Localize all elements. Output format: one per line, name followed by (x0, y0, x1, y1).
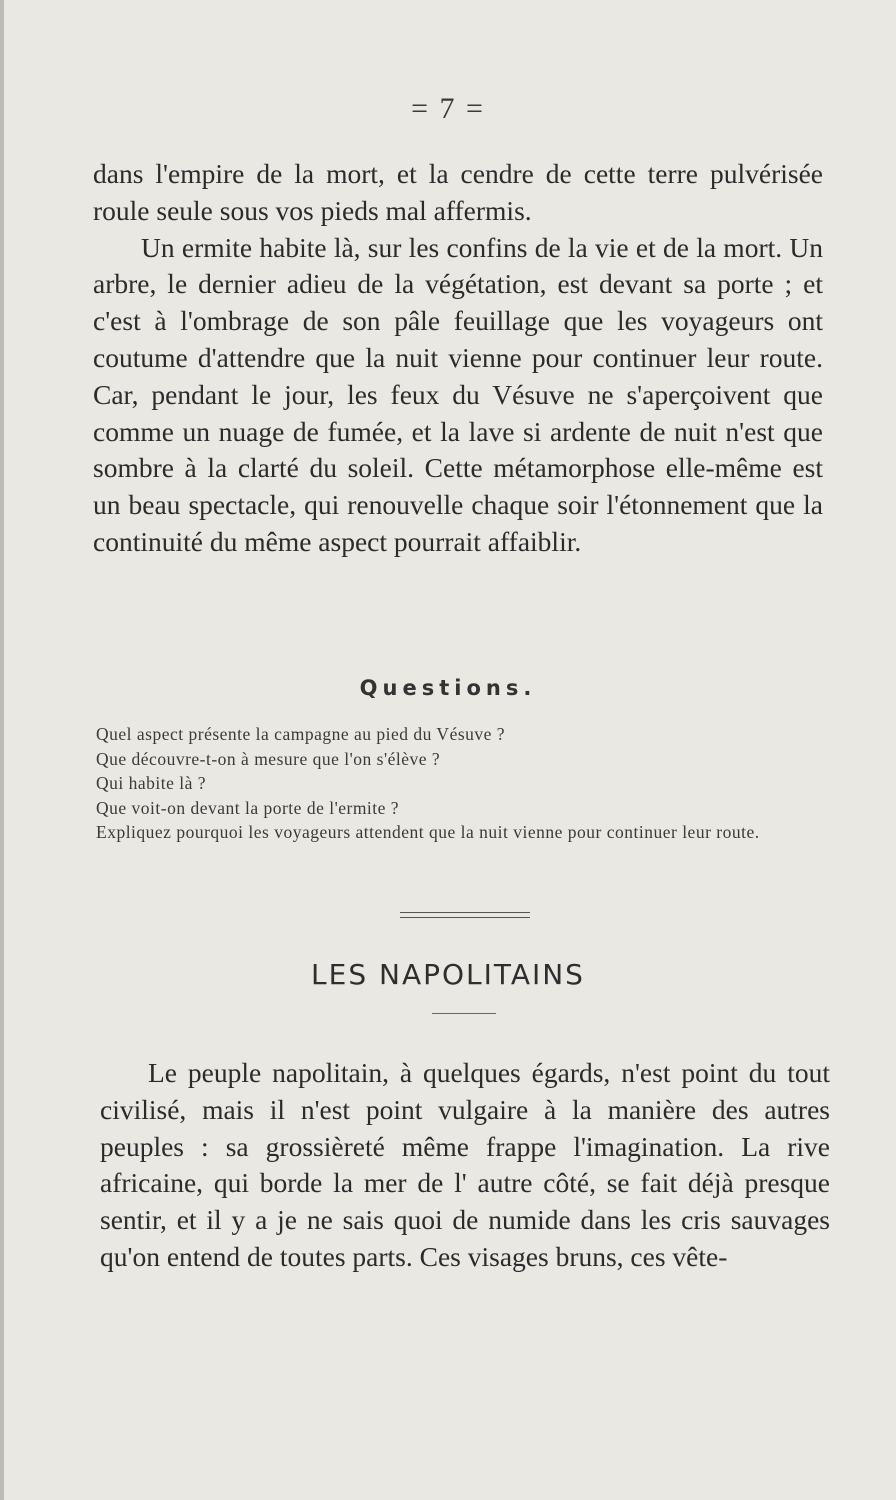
title-underline (432, 1013, 496, 1014)
section-title: LES NAPOLITAINS (311, 958, 585, 991)
page-edge (0, 0, 4, 1500)
paragraph-ermite: Un ermite habite là, sur les confins de la vie et de la mort. Un arbre, le dernier adieu de la végétation, est devant sa porte ; et c'est à l'ombrage de son pâle feuillage que les voyageurs ont coutume d'attendre que la nuit vienne pour continuer leur route. Car, pendant le jour, les feux du Vésuve ne s'aperçoivent que comme un nuage de fumée, et la lave si ardente de nuit n'est que sombre à la clarté du soleil. Cette métamorphose elle-même est un beau spectacle, qui renouvelle chaque soir l'étonnement que la continuité du même aspect pourrait affaiblir. (93, 231, 823, 557)
section-divider (400, 912, 530, 918)
question-item: Que découvre-t-on à mesure que l'on s'élève ? (96, 748, 441, 769)
passage-text (93, 156, 823, 561)
section-text (100, 1055, 830, 1276)
paragraph-napolitains: Le peuple napolitain, à quelques égards, n'est point du tout civilisé, mais il n'est point vulgaire à la manière des autres peuples : sa grossièreté même frappe l'imagination. La rive africaine, qui borde la mer de l' autre côté, se fait déjà presque sentir, et il y a je ne sais quoi de numide dans les cris sauvages qu'on entend de toutes parts. Ces visages bruns, ces vête- (100, 1057, 830, 1272)
paragraph-continued: dans l'empire de la mort, et la cendre de cette terre pulvérisée roule seule sous vos pieds mal affermis. (93, 158, 823, 226)
question-item: Qui habite là ? (96, 773, 207, 794)
page-number: = 7 = (411, 92, 485, 125)
questions-title: Questions. (359, 676, 537, 700)
question-item: Expliquez pourquoi les voyageurs attendent que la nuit vienne pour continuer leur route. (96, 822, 760, 843)
question-item: Quel aspect présente la campagne au pied du Vésuve ? (96, 724, 506, 744)
questions-list (96, 722, 828, 845)
question-item: Que voit-on devant la porte de l'ermite ? (96, 797, 400, 818)
